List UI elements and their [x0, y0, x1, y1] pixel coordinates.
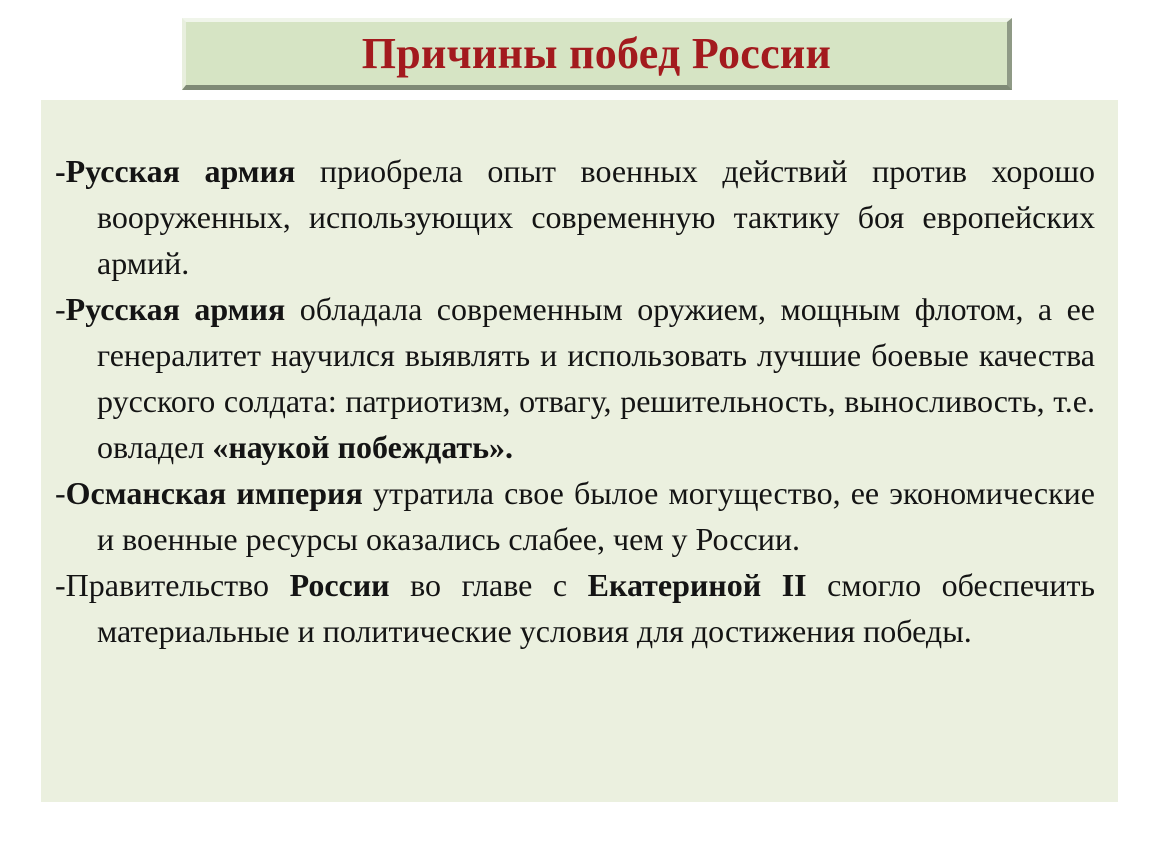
reason-1-text: приобрела опыт военных действий против хорошо вооруженных, использующих современную тактику боя европейских армий. — [97, 153, 1096, 281]
reason-4-text-mid: во главе с — [389, 567, 588, 603]
reason-item-1 — [55, 148, 1095, 286]
reason-1-dash: - — [55, 153, 66, 189]
slide-title: Причины побед России — [361, 28, 832, 78]
reason-2-bold-quote: «наукой побеждать». — [212, 429, 513, 465]
reason-2-dash: - — [55, 291, 66, 327]
reason-4-text-end: смогло обеспечить материальные и политические условия для достижения победы. — [97, 567, 1096, 649]
reason-item-3 — [55, 470, 1095, 562]
reason-4-lead: -Правительство — [55, 567, 290, 603]
reason-3-text: утратила свое былое могущество, ее экономические и военные ресурсы оказались слабее, чем у России. — [97, 475, 1096, 557]
reason-4-bold-catherine: Екатериной II — [587, 567, 807, 603]
reason-item-2 — [55, 286, 1095, 470]
content-panel — [41, 100, 1118, 802]
reason-item-4 — [55, 562, 1095, 654]
reason-3-bold: Османская империя — [65, 475, 363, 511]
reasons-list — [55, 148, 1095, 654]
reason-2-bold: Русская армия — [65, 291, 286, 327]
reason-2-text: обладала современным оружием, мощным флотом, а ее генералитет научился выявлять и использовать лучшие боевые качества русского солдата: патриотизм, отвагу, решительность, выносливость, т.е. овладел — [97, 291, 1096, 465]
reason-1-bold: Русская армия — [65, 153, 296, 189]
reason-3-dash: - — [55, 475, 66, 511]
title-banner — [182, 18, 1012, 90]
reason-4-bold-russia: России — [289, 567, 390, 603]
